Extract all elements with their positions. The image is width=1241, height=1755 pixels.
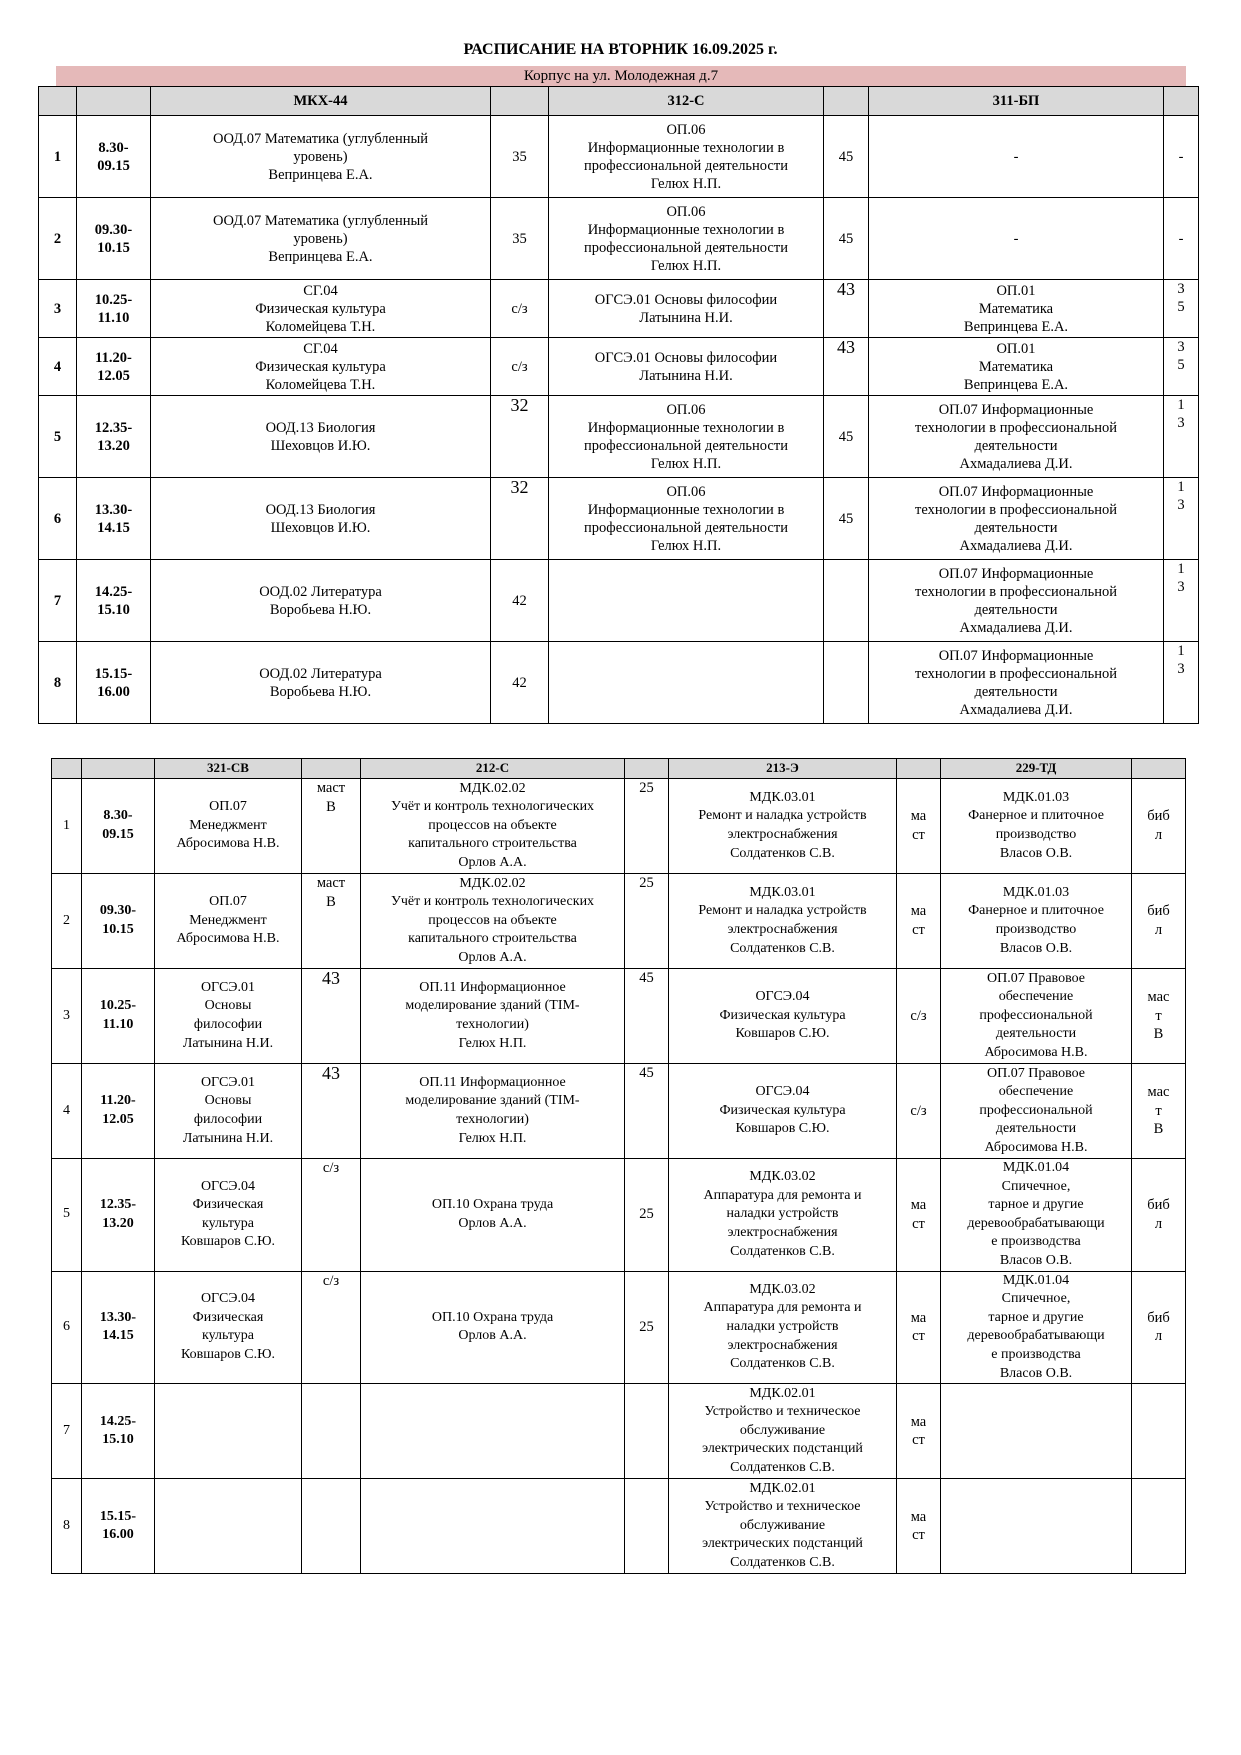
lesson-subject: ООД.07 Математика (углубленный уровень) Вепринцева Е.А. bbox=[151, 116, 491, 198]
lesson-room: с/з bbox=[302, 1159, 361, 1272]
lesson-subject: ОП.06 Информационные технологии в профессиональной деятельности Гелюх Н.П. bbox=[549, 396, 824, 478]
lesson-subject: ОГСЭ.04 Физическая культура Ковшаров С.Ю. bbox=[155, 1159, 302, 1272]
lesson-subject bbox=[155, 1479, 302, 1574]
lesson-subject: ООД.13 Биология Шеховцов И.Ю. bbox=[151, 478, 491, 560]
schedule-row bbox=[52, 1064, 1186, 1159]
lesson-number: 1 bbox=[39, 116, 77, 198]
schedule-table-1 bbox=[38, 86, 1199, 724]
lesson-subject: МДК.01.04 Спичечное, тарное и другие деревообрабатывающи е производства Власов О.В. bbox=[941, 1159, 1132, 1272]
lesson-time: 15.15- 16.00 bbox=[82, 1479, 155, 1574]
lesson-room: ма ст bbox=[897, 1271, 941, 1384]
schedule-row bbox=[52, 874, 1186, 969]
lesson-room: биб л bbox=[1132, 779, 1186, 874]
lesson-room: ма ст bbox=[897, 1384, 941, 1479]
lesson-time: 10.25- 11.10 bbox=[77, 280, 151, 338]
lesson-number: 2 bbox=[52, 874, 82, 969]
lesson-room bbox=[625, 1479, 669, 1574]
lesson-number: 4 bbox=[52, 1064, 82, 1159]
lesson-subject: ОП.07 Информационные технологии в профессиональной деятельности Ахмадалиева Д.И. bbox=[869, 642, 1164, 724]
lesson-subject: ОП.06 Информационные технологии в профессиональной деятельности Гелюх Н.П. bbox=[549, 478, 824, 560]
header-empty-cell bbox=[77, 87, 151, 116]
schedule-row bbox=[39, 280, 1199, 338]
lesson-room bbox=[302, 1479, 361, 1574]
schedule-row bbox=[39, 396, 1199, 478]
group-header: 321-СВ bbox=[155, 759, 302, 779]
lesson-subject: ОП.07 Правовое обеспечение профессиональной деятельности Абросимова Н.В. bbox=[941, 969, 1132, 1064]
lesson-room: ма ст bbox=[897, 779, 941, 874]
header-empty-cell bbox=[1132, 759, 1186, 779]
lesson-subject: ОП.11 Информационное моделирование зданий (TIM- технологии) Гелюх Н.П. bbox=[361, 969, 625, 1064]
lesson-room: 1 3 bbox=[1164, 478, 1199, 560]
lesson-room: 45 bbox=[625, 969, 669, 1064]
lesson-subject: МДК.03.02 Аппаратура для ремонта и наладки устройств электроснабжения Солдатенков С.В. bbox=[669, 1271, 897, 1384]
lesson-subject: ОП.07 Информационные технологии в профессиональной деятельности Ахмадалиева Д.И. bbox=[869, 478, 1164, 560]
lesson-room: ма ст bbox=[897, 874, 941, 969]
lesson-subject: - bbox=[869, 198, 1164, 280]
lesson-subject: МДК.02.02 Учёт и контроль технологических процессов на объекте капитального строительства Орлов А.А. bbox=[361, 874, 625, 969]
table1-header-row bbox=[39, 87, 1199, 116]
lesson-subject: ОП.11 Информационное моделирование зданий (TIM- технологии) Гелюх Н.П. bbox=[361, 1064, 625, 1159]
lesson-number: 8 bbox=[52, 1479, 82, 1574]
lesson-subject: МДК.01.03 Фанерное и плиточное производство Власов О.В. bbox=[941, 779, 1132, 874]
lesson-subject bbox=[549, 560, 824, 642]
header-empty-cell bbox=[39, 87, 77, 116]
lesson-time: 13.30- 14.15 bbox=[77, 478, 151, 560]
schedule-table-2 bbox=[51, 758, 1186, 1574]
lesson-subject: ООД.07 Математика (углубленный уровень) Вепринцева Е.А. bbox=[151, 198, 491, 280]
lesson-room: 32 bbox=[491, 396, 549, 478]
lesson-room: с/з bbox=[491, 280, 549, 338]
schedule-row bbox=[52, 1384, 1186, 1479]
lesson-subject: ОП.01 Математика Вепринцева Е.А. bbox=[869, 280, 1164, 338]
lesson-number: 5 bbox=[39, 396, 77, 478]
lesson-number: 7 bbox=[52, 1384, 82, 1479]
lesson-number: 5 bbox=[52, 1159, 82, 1272]
lesson-room: 45 bbox=[824, 396, 869, 478]
lesson-room: с/з bbox=[897, 1064, 941, 1159]
lesson-time: 11.20- 12.05 bbox=[82, 1064, 155, 1159]
lesson-subject: МДК.01.03 Фанерное и плиточное производство Власов О.В. bbox=[941, 874, 1132, 969]
lesson-room: 45 bbox=[824, 478, 869, 560]
lesson-room: 43 bbox=[302, 969, 361, 1064]
lesson-room: биб л bbox=[1132, 874, 1186, 969]
lesson-room: с/з bbox=[302, 1271, 361, 1384]
lesson-room: мас т В bbox=[1132, 1064, 1186, 1159]
lesson-time: 11.20- 12.05 bbox=[77, 338, 151, 396]
lesson-subject: ОГСЭ.04 Физическая культура Ковшаров С.Ю. bbox=[669, 1064, 897, 1159]
lesson-time: 8.30- 09.15 bbox=[77, 116, 151, 198]
lesson-room: 1 3 bbox=[1164, 642, 1199, 724]
header-empty-cell bbox=[824, 87, 869, 116]
lesson-room: 25 bbox=[625, 779, 669, 874]
lesson-time: 14.25- 15.10 bbox=[82, 1384, 155, 1479]
lesson-subject: ООД.13 Биология Шеховцов И.Ю. bbox=[151, 396, 491, 478]
lesson-room: 25 bbox=[625, 1271, 669, 1384]
lesson-subject: СГ.04 Физическая культура Коломейцева Т.Н. bbox=[151, 338, 491, 396]
schedule-row bbox=[39, 198, 1199, 280]
schedule-row bbox=[39, 478, 1199, 560]
lesson-room: с/з bbox=[491, 338, 549, 396]
lesson-subject: МДК.03.01 Ремонт и наладка устройств электроснабжения Солдатенков С.В. bbox=[669, 779, 897, 874]
schedule-row bbox=[52, 1159, 1186, 1272]
lesson-number: 3 bbox=[39, 280, 77, 338]
schedule-row bbox=[39, 560, 1199, 642]
lesson-number: 8 bbox=[39, 642, 77, 724]
lesson-subject: ОП.07 Менеджмент Абросимова Н.В. bbox=[155, 779, 302, 874]
lesson-room: - bbox=[1164, 116, 1199, 198]
lesson-room: маст В bbox=[302, 779, 361, 874]
building-banner: Корпус на ул. Молодежная д.7 bbox=[56, 66, 1186, 86]
lesson-room: 35 bbox=[491, 198, 549, 280]
lesson-time: 8.30- 09.15 bbox=[82, 779, 155, 874]
lesson-subject bbox=[155, 1384, 302, 1479]
lesson-subject bbox=[549, 642, 824, 724]
lesson-room: 43 bbox=[824, 338, 869, 396]
lesson-number: 2 bbox=[39, 198, 77, 280]
lesson-time: 09.30- 10.15 bbox=[77, 198, 151, 280]
lesson-subject: ОП.07 Правовое обеспечение профессиональной деятельности Абросимова Н.В. bbox=[941, 1064, 1132, 1159]
lesson-room: 3 5 bbox=[1164, 280, 1199, 338]
page-title: РАСПИСАНИЕ НА ВТОРНИК 16.09.2025 г. bbox=[463, 41, 778, 58]
schedule-row bbox=[39, 338, 1199, 396]
lesson-subject: ОП.10 Охрана труда Орлов А.А. bbox=[361, 1271, 625, 1384]
group-header: 213-Э bbox=[669, 759, 897, 779]
lesson-subject: ООД.02 Литература Воробьева Н.Ю. bbox=[151, 560, 491, 642]
lesson-time: 12.35- 13.20 bbox=[82, 1159, 155, 1272]
lesson-number: 4 bbox=[39, 338, 77, 396]
header-empty-cell bbox=[302, 759, 361, 779]
lesson-number: 3 bbox=[52, 969, 82, 1064]
lesson-subject: ОП.07 Информационные технологии в профессиональной деятельности Ахмадалиева Д.И. bbox=[869, 560, 1164, 642]
header-empty-cell bbox=[625, 759, 669, 779]
group-header: 212-С bbox=[361, 759, 625, 779]
lesson-room bbox=[1132, 1384, 1186, 1479]
lesson-room: с/з bbox=[897, 969, 941, 1064]
lesson-time: 12.35- 13.20 bbox=[77, 396, 151, 478]
schedule-row bbox=[39, 116, 1199, 198]
lesson-room: 3 5 bbox=[1164, 338, 1199, 396]
lesson-room: 43 bbox=[302, 1064, 361, 1159]
lesson-room: 45 bbox=[824, 198, 869, 280]
lesson-subject: ОП.01 Математика Вепринцева Е.А. bbox=[869, 338, 1164, 396]
lesson-subject: ОГСЭ.04 Физическая культура Ковшаров С.Ю. bbox=[669, 969, 897, 1064]
group-header: 312-С bbox=[549, 87, 824, 116]
group-header: МКХ-44 bbox=[151, 87, 491, 116]
lesson-room: 1 3 bbox=[1164, 396, 1199, 478]
schedule-row bbox=[52, 1271, 1186, 1384]
table2-header-row bbox=[52, 759, 1186, 779]
lesson-room: 25 bbox=[625, 874, 669, 969]
lesson-number: 6 bbox=[52, 1271, 82, 1384]
lesson-subject: ОГСЭ.01 Основы философии Латынина Н.И. bbox=[155, 969, 302, 1064]
lesson-room bbox=[824, 560, 869, 642]
header-empty-cell bbox=[897, 759, 941, 779]
lesson-room: 43 bbox=[824, 280, 869, 338]
lesson-room bbox=[625, 1384, 669, 1479]
lesson-subject bbox=[941, 1479, 1132, 1574]
header-empty-cell bbox=[1164, 87, 1199, 116]
header-empty-cell bbox=[52, 759, 82, 779]
lesson-room: 45 bbox=[824, 116, 869, 198]
group-header: 229-ТД bbox=[941, 759, 1132, 779]
lesson-number: 1 bbox=[52, 779, 82, 874]
lesson-room: 1 3 bbox=[1164, 560, 1199, 642]
lesson-room: мас т В bbox=[1132, 969, 1186, 1064]
lesson-room: 32 bbox=[491, 478, 549, 560]
header-empty-cell bbox=[491, 87, 549, 116]
lesson-room: 25 bbox=[625, 1159, 669, 1272]
schedule-row bbox=[52, 779, 1186, 874]
lesson-time: 09.30- 10.15 bbox=[82, 874, 155, 969]
lesson-subject: ОП.07 Информационные технологии в профессиональной деятельности Ахмадалиева Д.И. bbox=[869, 396, 1164, 478]
lesson-subject: МДК.03.01 Ремонт и наладка устройств электроснабжения Солдатенков С.В. bbox=[669, 874, 897, 969]
lesson-time: 14.25- 15.10 bbox=[77, 560, 151, 642]
lesson-room: 45 bbox=[625, 1064, 669, 1159]
lesson-subject bbox=[941, 1384, 1132, 1479]
lesson-subject: ОГСЭ.01 Основы философии Латынина Н.И. bbox=[549, 338, 824, 396]
group-header: 311-БП bbox=[869, 87, 1164, 116]
lesson-room: ма ст bbox=[897, 1159, 941, 1272]
lesson-subject: ОП.10 Охрана труда Орлов А.А. bbox=[361, 1159, 625, 1272]
lesson-room: биб л bbox=[1132, 1159, 1186, 1272]
lesson-subject: ОГСЭ.01 Основы философии Латынина Н.И. bbox=[155, 1064, 302, 1159]
lesson-room: 42 bbox=[491, 642, 549, 724]
lesson-subject: МДК.02.01 Устройство и техническое обслуживание электрических подстанций Солдатенков С.В. bbox=[669, 1384, 897, 1479]
lesson-room: ма ст bbox=[897, 1479, 941, 1574]
lesson-time: 15.15- 16.00 bbox=[77, 642, 151, 724]
lesson-subject: ООД.02 Литература Воробьева Н.Ю. bbox=[151, 642, 491, 724]
lesson-subject bbox=[361, 1479, 625, 1574]
schedule-row bbox=[52, 969, 1186, 1064]
lesson-subject: ОП.07 Менеджмент Абросимова Н.В. bbox=[155, 874, 302, 969]
lesson-subject: ОГСЭ.04 Физическая культура Ковшаров С.Ю. bbox=[155, 1271, 302, 1384]
lesson-subject: МДК.02.01 Устройство и техническое обслуживание электрических подстанций Солдатенков С.В. bbox=[669, 1479, 897, 1574]
lesson-room bbox=[824, 642, 869, 724]
lesson-subject: МДК.01.04 Спичечное, тарное и другие деревообрабатывающи е производства Власов О.В. bbox=[941, 1271, 1132, 1384]
lesson-subject: СГ.04 Физическая культура Коломейцева Т.Н. bbox=[151, 280, 491, 338]
lesson-subject: МДК.02.02 Учёт и контроль технологических процессов на объекте капитального строительства Орлов А.А. bbox=[361, 779, 625, 874]
lesson-room bbox=[1132, 1479, 1186, 1574]
lesson-subject: ОГСЭ.01 Основы философии Латынина Н.И. bbox=[549, 280, 824, 338]
schedule-row bbox=[39, 642, 1199, 724]
lesson-room: маст В bbox=[302, 874, 361, 969]
lesson-room bbox=[302, 1384, 361, 1479]
lesson-subject: ОП.06 Информационные технологии в профессиональной деятельности Гелюх Н.П. bbox=[549, 198, 824, 280]
lesson-room: 42 bbox=[491, 560, 549, 642]
lesson-number: 7 bbox=[39, 560, 77, 642]
lesson-room: биб л bbox=[1132, 1271, 1186, 1384]
lesson-subject: МДК.03.02 Аппаратура для ремонта и наладки устройств электроснабжения Солдатенков С.В. bbox=[669, 1159, 897, 1272]
lesson-time: 13.30- 14.15 bbox=[82, 1271, 155, 1384]
lesson-subject: - bbox=[869, 116, 1164, 198]
lesson-room: 35 bbox=[491, 116, 549, 198]
lesson-room: - bbox=[1164, 198, 1199, 280]
schedule-row bbox=[52, 1479, 1186, 1574]
lesson-time: 10.25- 11.10 bbox=[82, 969, 155, 1064]
lesson-subject: ОП.06 Информационные технологии в профессиональной деятельности Гелюх Н.П. bbox=[549, 116, 824, 198]
header-empty-cell bbox=[82, 759, 155, 779]
lesson-subject bbox=[361, 1384, 625, 1479]
lesson-number: 6 bbox=[39, 478, 77, 560]
